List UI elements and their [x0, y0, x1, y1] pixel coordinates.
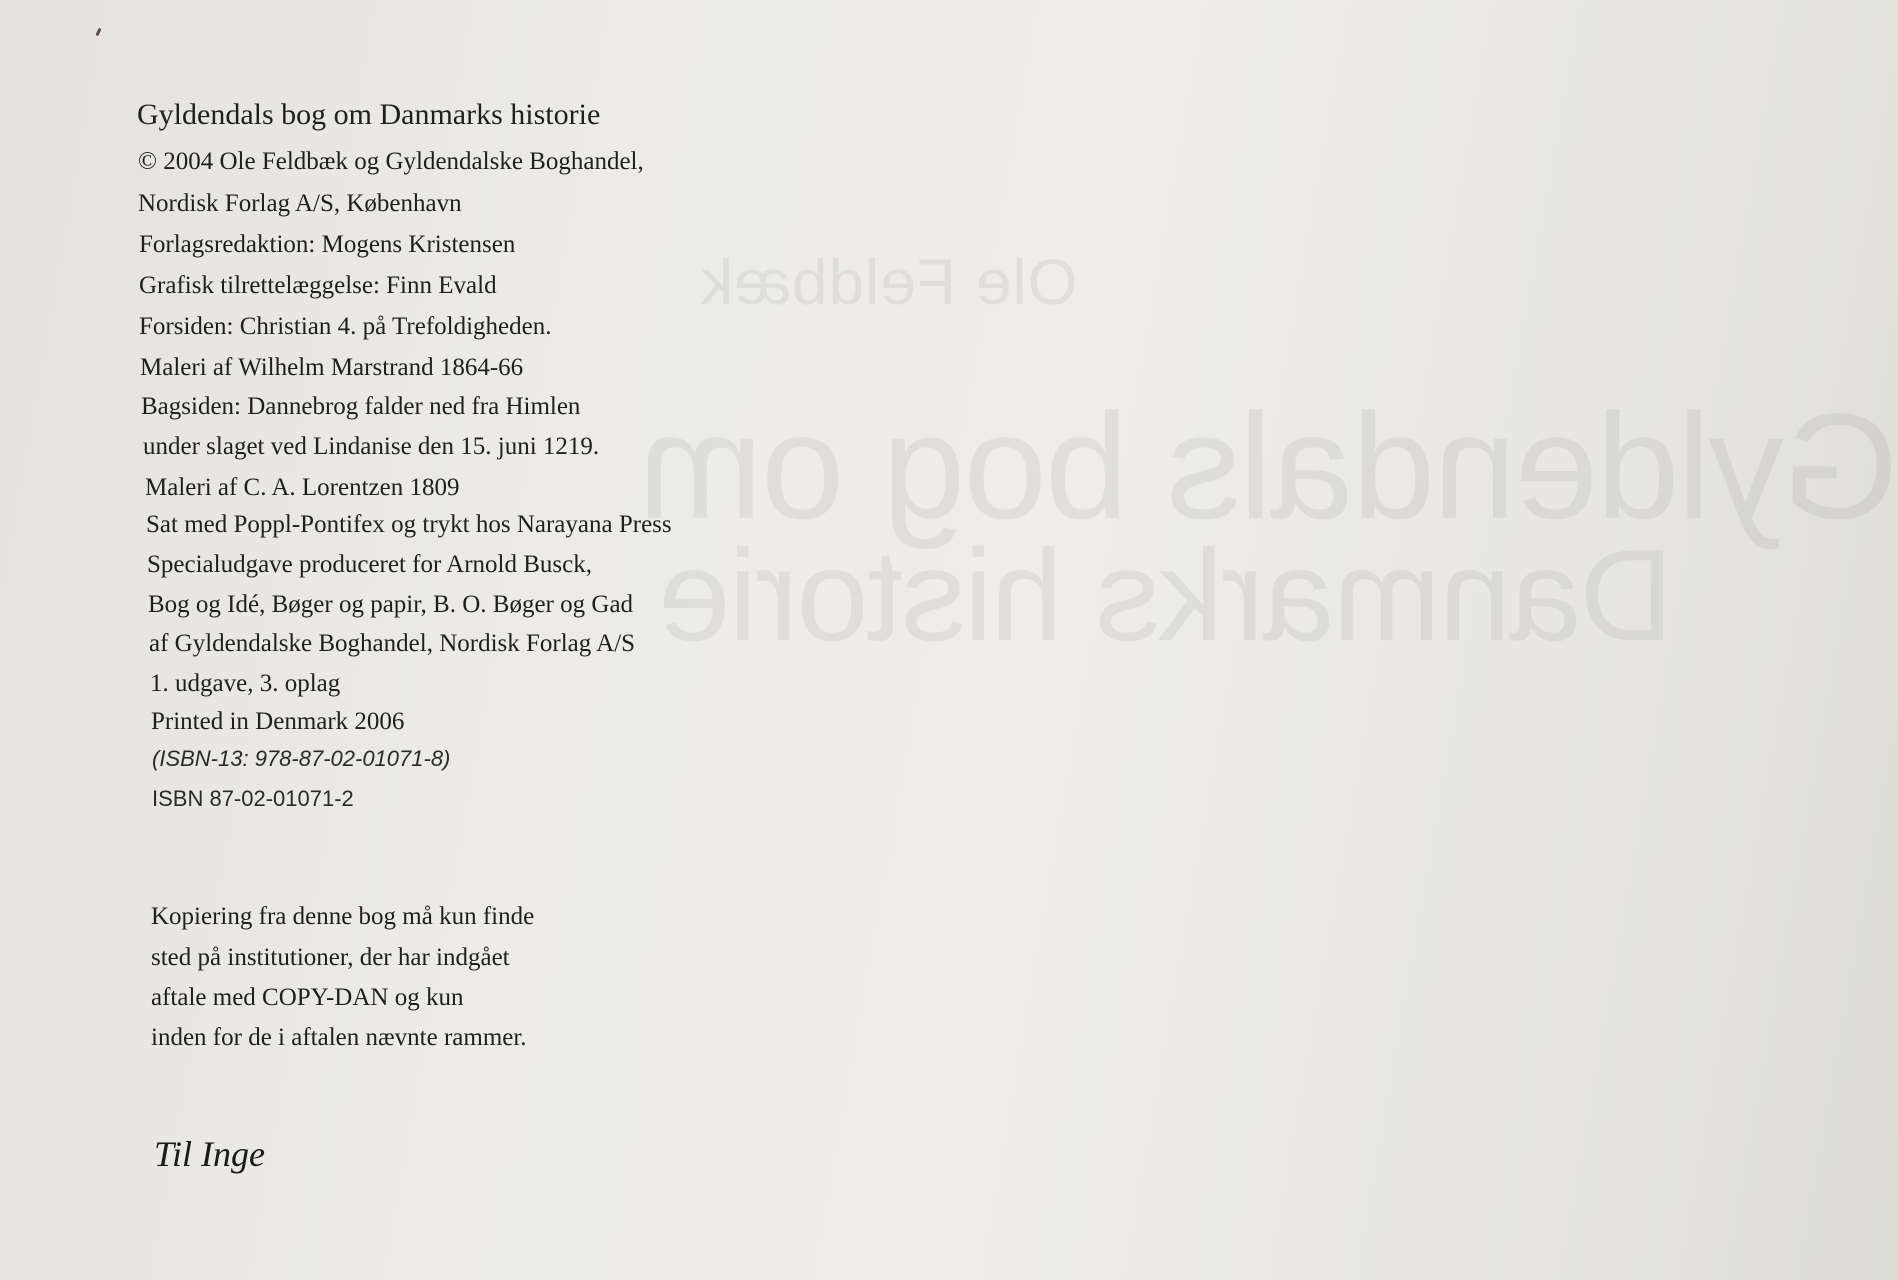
colophon-line: af Gyldendalske Boghandel, Nordisk Forlag A/S — [149, 630, 636, 657]
colophon-line: Bagsiden: Dannebrog falder ned fra Himlen — [141, 393, 581, 420]
book-title: Gyldendals bog om Danmarks historie — [137, 98, 601, 131]
edition-line: 1. udgave, 3. oplag — [150, 670, 341, 697]
copyright-notice-line: inden for de i aftalen nævnte rammer. — [151, 1024, 527, 1051]
copyright-notice-line: aftale med COPY-DAN og kun — [151, 984, 464, 1011]
printed-line: Printed in Denmark 2006 — [151, 708, 405, 735]
colophon-line: Maleri af Wilhelm Marstrand 1864-66 — [140, 354, 524, 381]
colophon-line: Sat med Poppl-Pontifex og trykt hos Narayana Press — [146, 511, 672, 538]
copyright-notice-line: Kopiering fra denne bog må kun finde — [151, 903, 535, 930]
colophon-line: Forsiden: Christian 4. på Trefoldigheden. — [139, 313, 552, 340]
colophon-line: © 2004 Ole Feldbæk og Gyldendalske Boghandel, — [138, 148, 644, 175]
colophon-line: Forlagsredaktion: Mogens Kristensen — [139, 231, 516, 258]
colophon-line: Specialudgave produceret for Arnold Busck, — [147, 551, 593, 578]
colophon-line: Maleri af C. A. Lorentzen 1809 — [145, 474, 460, 501]
colophon-line: Nordisk Forlag A/S, København — [138, 190, 462, 217]
isbn-line: ISBN 87-02-01071-2 — [152, 786, 354, 811]
dedication: Til Inge — [154, 1134, 266, 1174]
colophon-line: under slaget ved Lindanise den 15. juni 1219. — [143, 433, 600, 460]
copyright-notice-line: sted på institutioner, der har indgået — [151, 944, 510, 971]
show-through-title: Gyldendals bog om — [640, 382, 1898, 550]
isbn13-line: (ISBN-13: 978-87-02-01071-8) — [152, 746, 451, 771]
colophon-line: Grafisk tilrettelæggelse: Finn Evald — [139, 272, 497, 299]
colophon-line: Bog og Idé, Bøger og papir, B. O. Bøger og Gad — [148, 591, 634, 618]
paper-speck — [95, 28, 101, 37]
show-through-author: Ole Feldbæk — [700, 246, 1078, 318]
show-through-subtitle: Danmarks historie — [660, 522, 1674, 668]
